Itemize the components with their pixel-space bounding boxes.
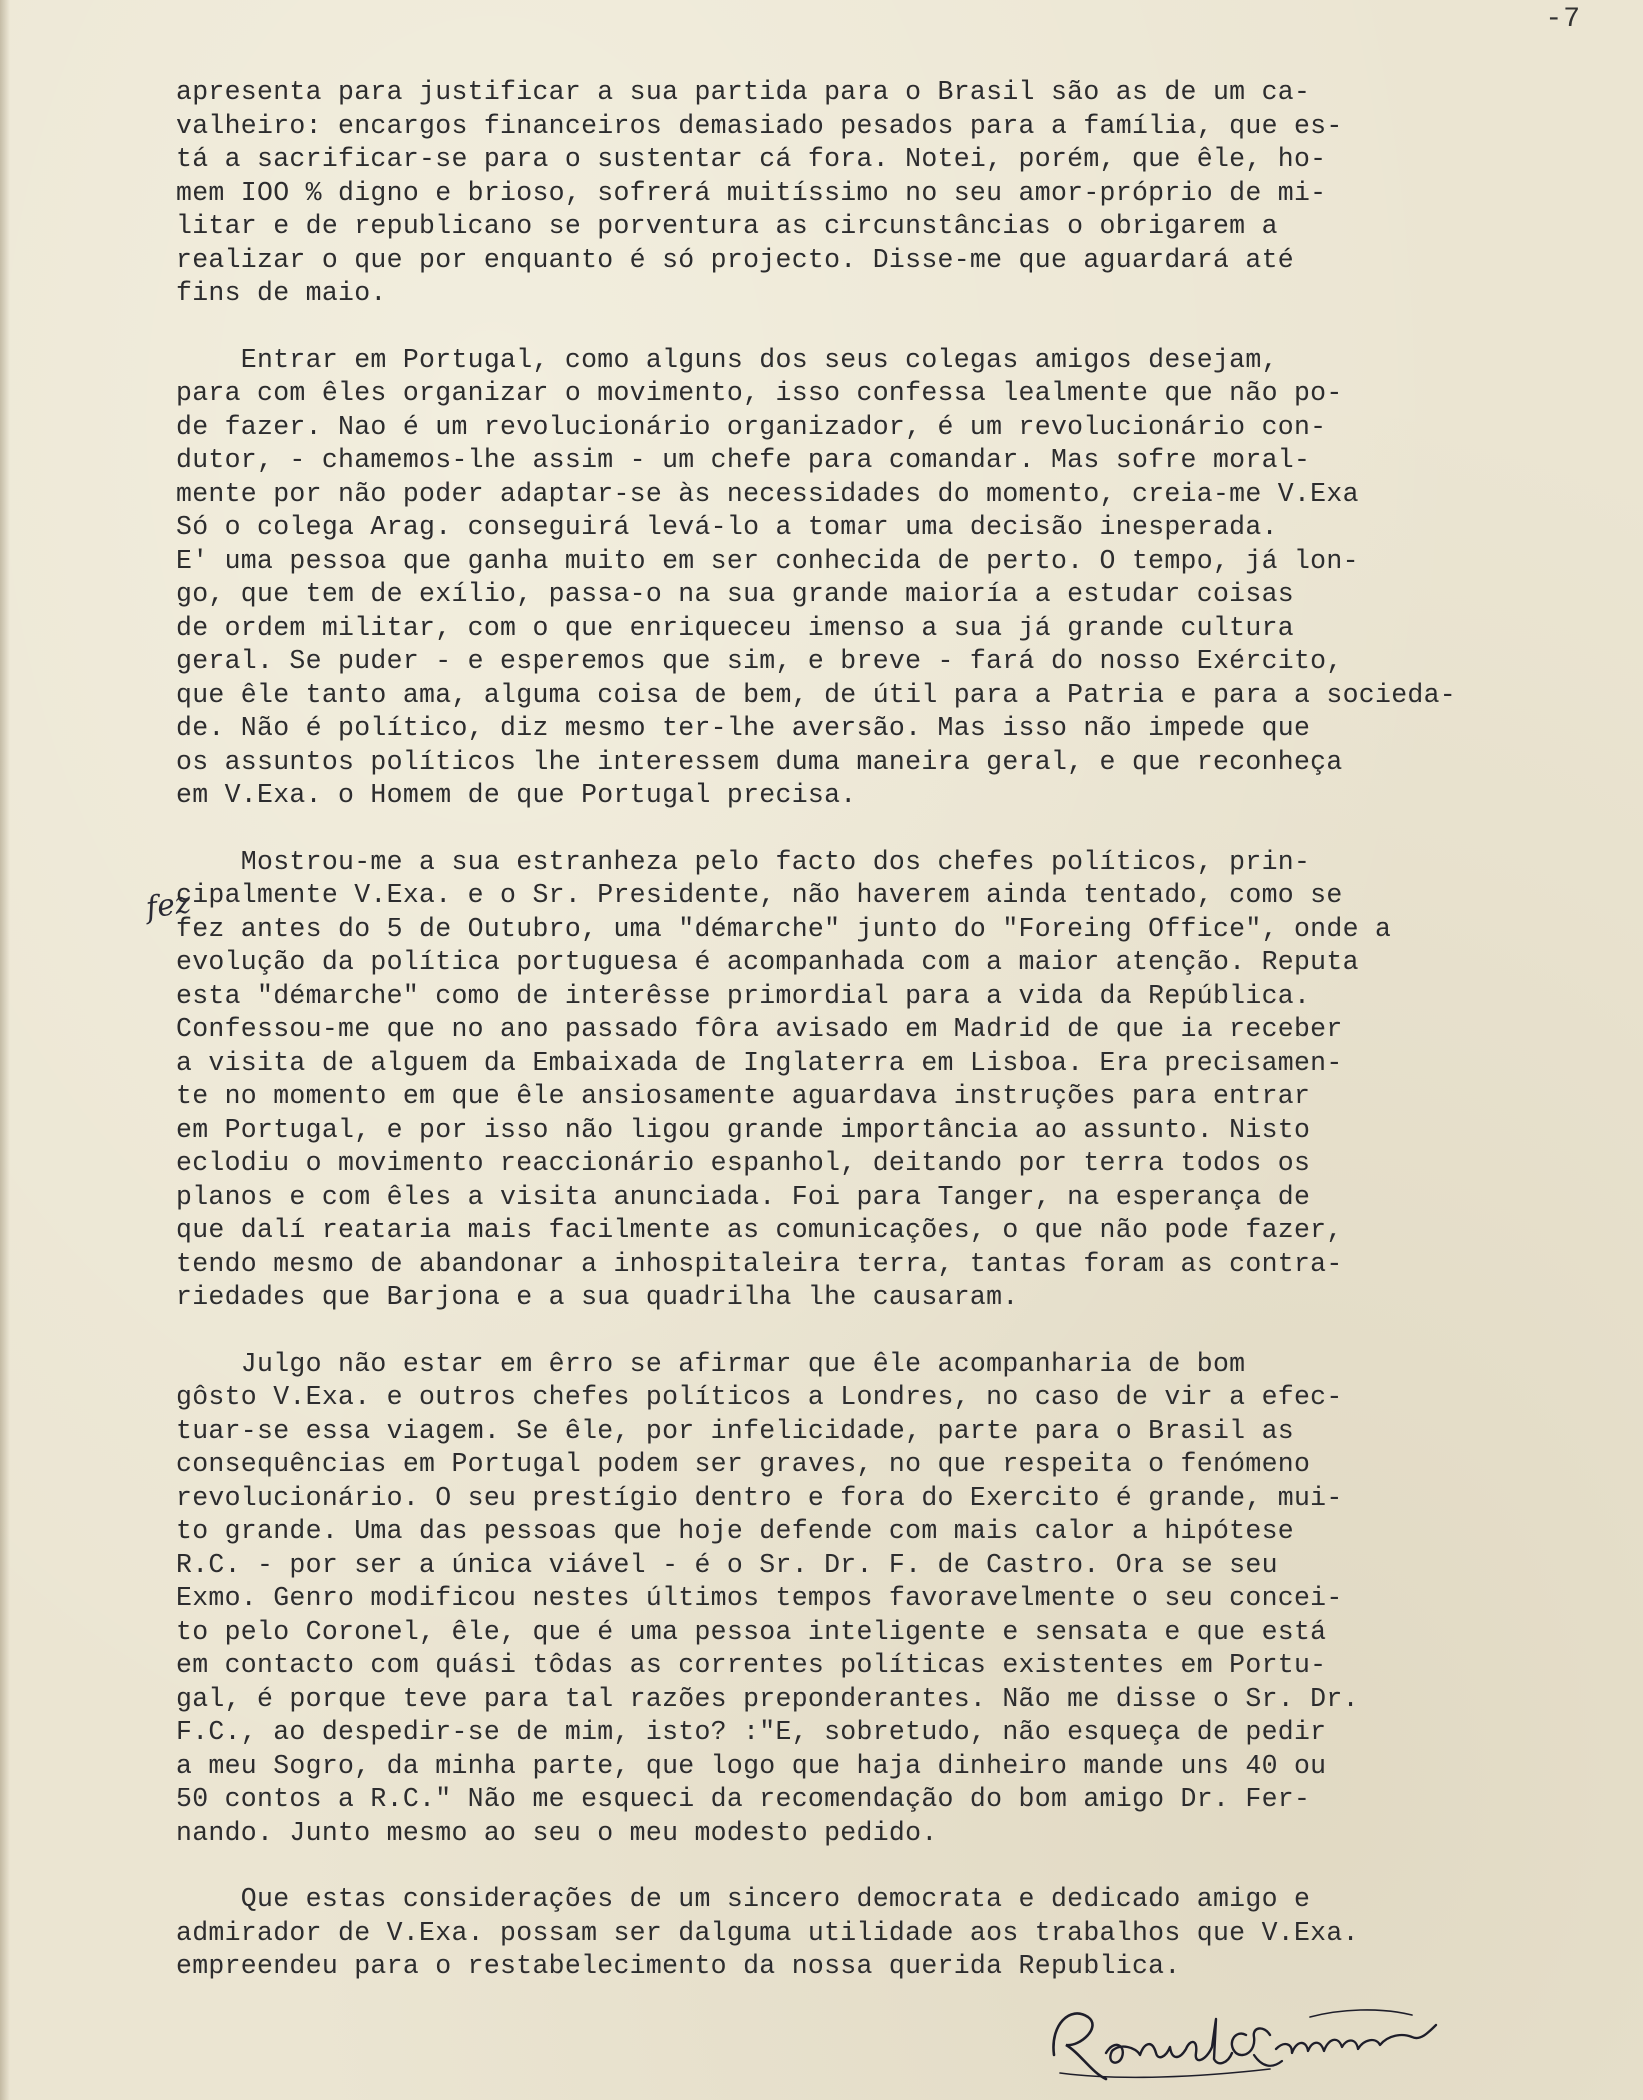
text-line: evolução da política portuguesa é acompanhada com a maior atenção. Reputa — [176, 947, 1359, 977]
paragraph-gap — [176, 813, 1596, 846]
paragraph-gap — [176, 311, 1596, 344]
text-line: tuar-se essa viagem. Se êle, por infelicidade, parte para o Brasil as — [176, 1415, 1294, 1446]
text-line: nando. Junto mesmo ao seu o meu modesto pedido. — [176, 1817, 938, 1848]
handwritten-margin-note: fez — [143, 885, 193, 926]
handwritten-signature — [1040, 1995, 1470, 2090]
text-line: cipalmente V.Exa. e o Sr. Presidente, não haverem ainda tentado, como se — [176, 880, 1343, 910]
text-line: Exmo. Genro modificou nestes últimos tempos favoravelmente o seu concei- — [176, 1583, 1343, 1613]
text-line: fins de maio. — [176, 278, 387, 308]
text-line: tendo mesmo de abandonar a inhospitaleira terra, tantas foram as contra- — [176, 1248, 1343, 1279]
text-line: Entrar em Portugal, como alguns dos seus colegas amigos desejam, — [176, 344, 1278, 375]
text-line: gôsto V.Exa. e outros chefes políticos a Londres, no caso de vir a efec- — [176, 1382, 1343, 1412]
text-line: to grande. Uma das pessoas que hoje defende com mais calor a hipótese — [176, 1516, 1294, 1546]
text-line: de ordem militar, com o que enriqueceu imenso a sua já grande cultura — [176, 612, 1294, 643]
text-line: eclodiu o movimento reaccionário espanhol, deitando por terra todos os — [176, 1148, 1311, 1178]
text-line: Só o colega Arag. conseguirá levá-lo a tomar uma decisão inesperada. — [176, 512, 1278, 542]
text-line: de. Não é político, diz mesmo ter-lhe aversão. Mas isso não impede que — [176, 713, 1311, 743]
text-line: mem IOO % digno e brioso, sofrerá muitíssimo no seu amor-próprio de mi- — [176, 177, 1327, 208]
text-line: de fazer. Nao é um revolucionário organizador, é um revolucionário con- — [176, 411, 1327, 442]
text-line: em contacto com quási tôdas as correntes políticas existentes em Portu- — [176, 1650, 1327, 1680]
text-line: mente por não poder adaptar-se às necessidades do momento, creia-me V.Exa — [176, 478, 1359, 509]
paragraph-gap — [176, 1315, 1596, 1348]
text-line: te no momento em que êle ansiosamente aguardava instruções para entrar — [176, 1081, 1311, 1111]
text-line: R.C. - por ser a única viável - é o Sr. Dr. F. de Castro. Ora se seu — [176, 1549, 1278, 1580]
text-line: Mostrou-me a sua estranheza pelo facto dos chefes políticos, prin- — [176, 846, 1311, 877]
text-line: riedades que Barjona e a sua quadrilha lhe causaram. — [176, 1282, 1019, 1312]
paragraph-2 — [176, 344, 1596, 813]
text-line: Confessou-me que no ano passado fôra avisado em Madrid de que ia receber — [176, 1014, 1343, 1044]
paragraph-1 — [176, 76, 1596, 311]
text-line: a meu Sogro, da minha parte, que logo que haja dinheiro mande uns 40 ou — [176, 1750, 1327, 1781]
text-line: litar e de republicano se porventura as circunstâncias o obrigarem a — [176, 211, 1278, 241]
text-line: E' uma pessoa que ganha muito em ser conhecida de perto. O tempo, já lon- — [176, 545, 1359, 576]
text-line: a visita de alguem da Embaixada de Inglaterra em Lisboa. Era precisamen- — [176, 1047, 1343, 1078]
page-number: -7 — [1545, 4, 1581, 35]
text-line: planos e com êles a visita anunciada. Foi para Tanger, na esperança de — [176, 1181, 1311, 1212]
paper-edge-shadow — [0, 0, 10, 2100]
text-line: geral. Se puder - e esperemos que sim, e breve - fará do nosso Exército, — [176, 646, 1343, 676]
text-line: admirador de V.Exa. possam ser dalguma utilidade aos trabalhos que V.Exa. — [176, 1917, 1359, 1948]
paragraph-5 — [176, 1883, 1596, 1984]
text-line: gal, é porque teve para tal razões preponderantes. Não me disse o Sr. Dr. — [176, 1683, 1359, 1714]
text-line: consequências em Portugal podem ser graves, no que respeita o fenómeno — [176, 1449, 1311, 1479]
text-line: os assuntos políticos lhe interessem duma maneira geral, e que reconheça — [176, 746, 1343, 777]
text-line: em V.Exa. o Homem de que Portugal precisa. — [176, 780, 857, 810]
text-line: para com êles organizar o movimento, isso confessa lealmente que não po- — [176, 378, 1343, 408]
text-line: go, que tem de exílio, passa-o na sua grande maioría a estudar coisas — [176, 579, 1294, 609]
text-line: apresenta para justificar a sua partida para o Brasil são as de um ca- — [176, 77, 1311, 107]
paragraph-3 — [176, 846, 1596, 1315]
text-line: to pelo Coronel, êle, que é uma pessoa inteligente e sensata e que está — [176, 1616, 1327, 1647]
text-line: fez antes do 5 de Outubro, uma "démarche" junto do "Foreing Office", onde a — [176, 913, 1392, 944]
text-line: dutor, - chamemos-lhe assim - um chefe para comandar. Mas sofre moral- — [176, 445, 1311, 475]
paragraph-4 — [176, 1348, 1596, 1851]
text-line: tá a sacrificar-se para o sustentar cá fora. Notei, porém, que êle, ho- — [176, 144, 1327, 174]
text-line: valheiro: encargos financeiros demasiado pesados para a família, que es- — [176, 110, 1343, 141]
text-line: que êle tanto ama, alguma coisa de bem, de útil para a Patria e para a socieda- — [176, 679, 1457, 710]
text-line: esta "démarche" como de interêsse primordial para a vida da República. — [176, 980, 1311, 1011]
letter-body — [176, 76, 1596, 1984]
text-line: em Portugal, e por isso não ligou grande importância ao assunto. Nisto — [176, 1114, 1311, 1145]
text-line: Que estas considerações de um sincero democrata e dedicado amigo e — [176, 1884, 1311, 1914]
text-line: Julgo não estar em êrro se afirmar que êle acompanharia de bom — [176, 1348, 1246, 1379]
text-line: revolucionário. O seu prestígio dentro e fora do Exercito é grande, mui- — [176, 1482, 1343, 1513]
paragraph-gap — [176, 1850, 1596, 1883]
text-line: empreendeu para o restabelecimento da nossa querida Republica. — [176, 1951, 1181, 1981]
signature-scribble — [1040, 1995, 1470, 2090]
text-line: 50 contos a R.C." Não me esqueci da recomendação do bom amigo Dr. Fer- — [176, 1784, 1311, 1814]
text-line: realizar o que por enquanto é só projecto. Disse-me que aguardará até — [176, 244, 1294, 275]
text-line: F.C., ao despedir-se de mim, isto? :"E, sobretudo, não esqueça de pedir — [176, 1717, 1327, 1747]
text-line: que dalí reataria mais facilmente as comunicações, o que não pode fazer, — [176, 1215, 1343, 1245]
